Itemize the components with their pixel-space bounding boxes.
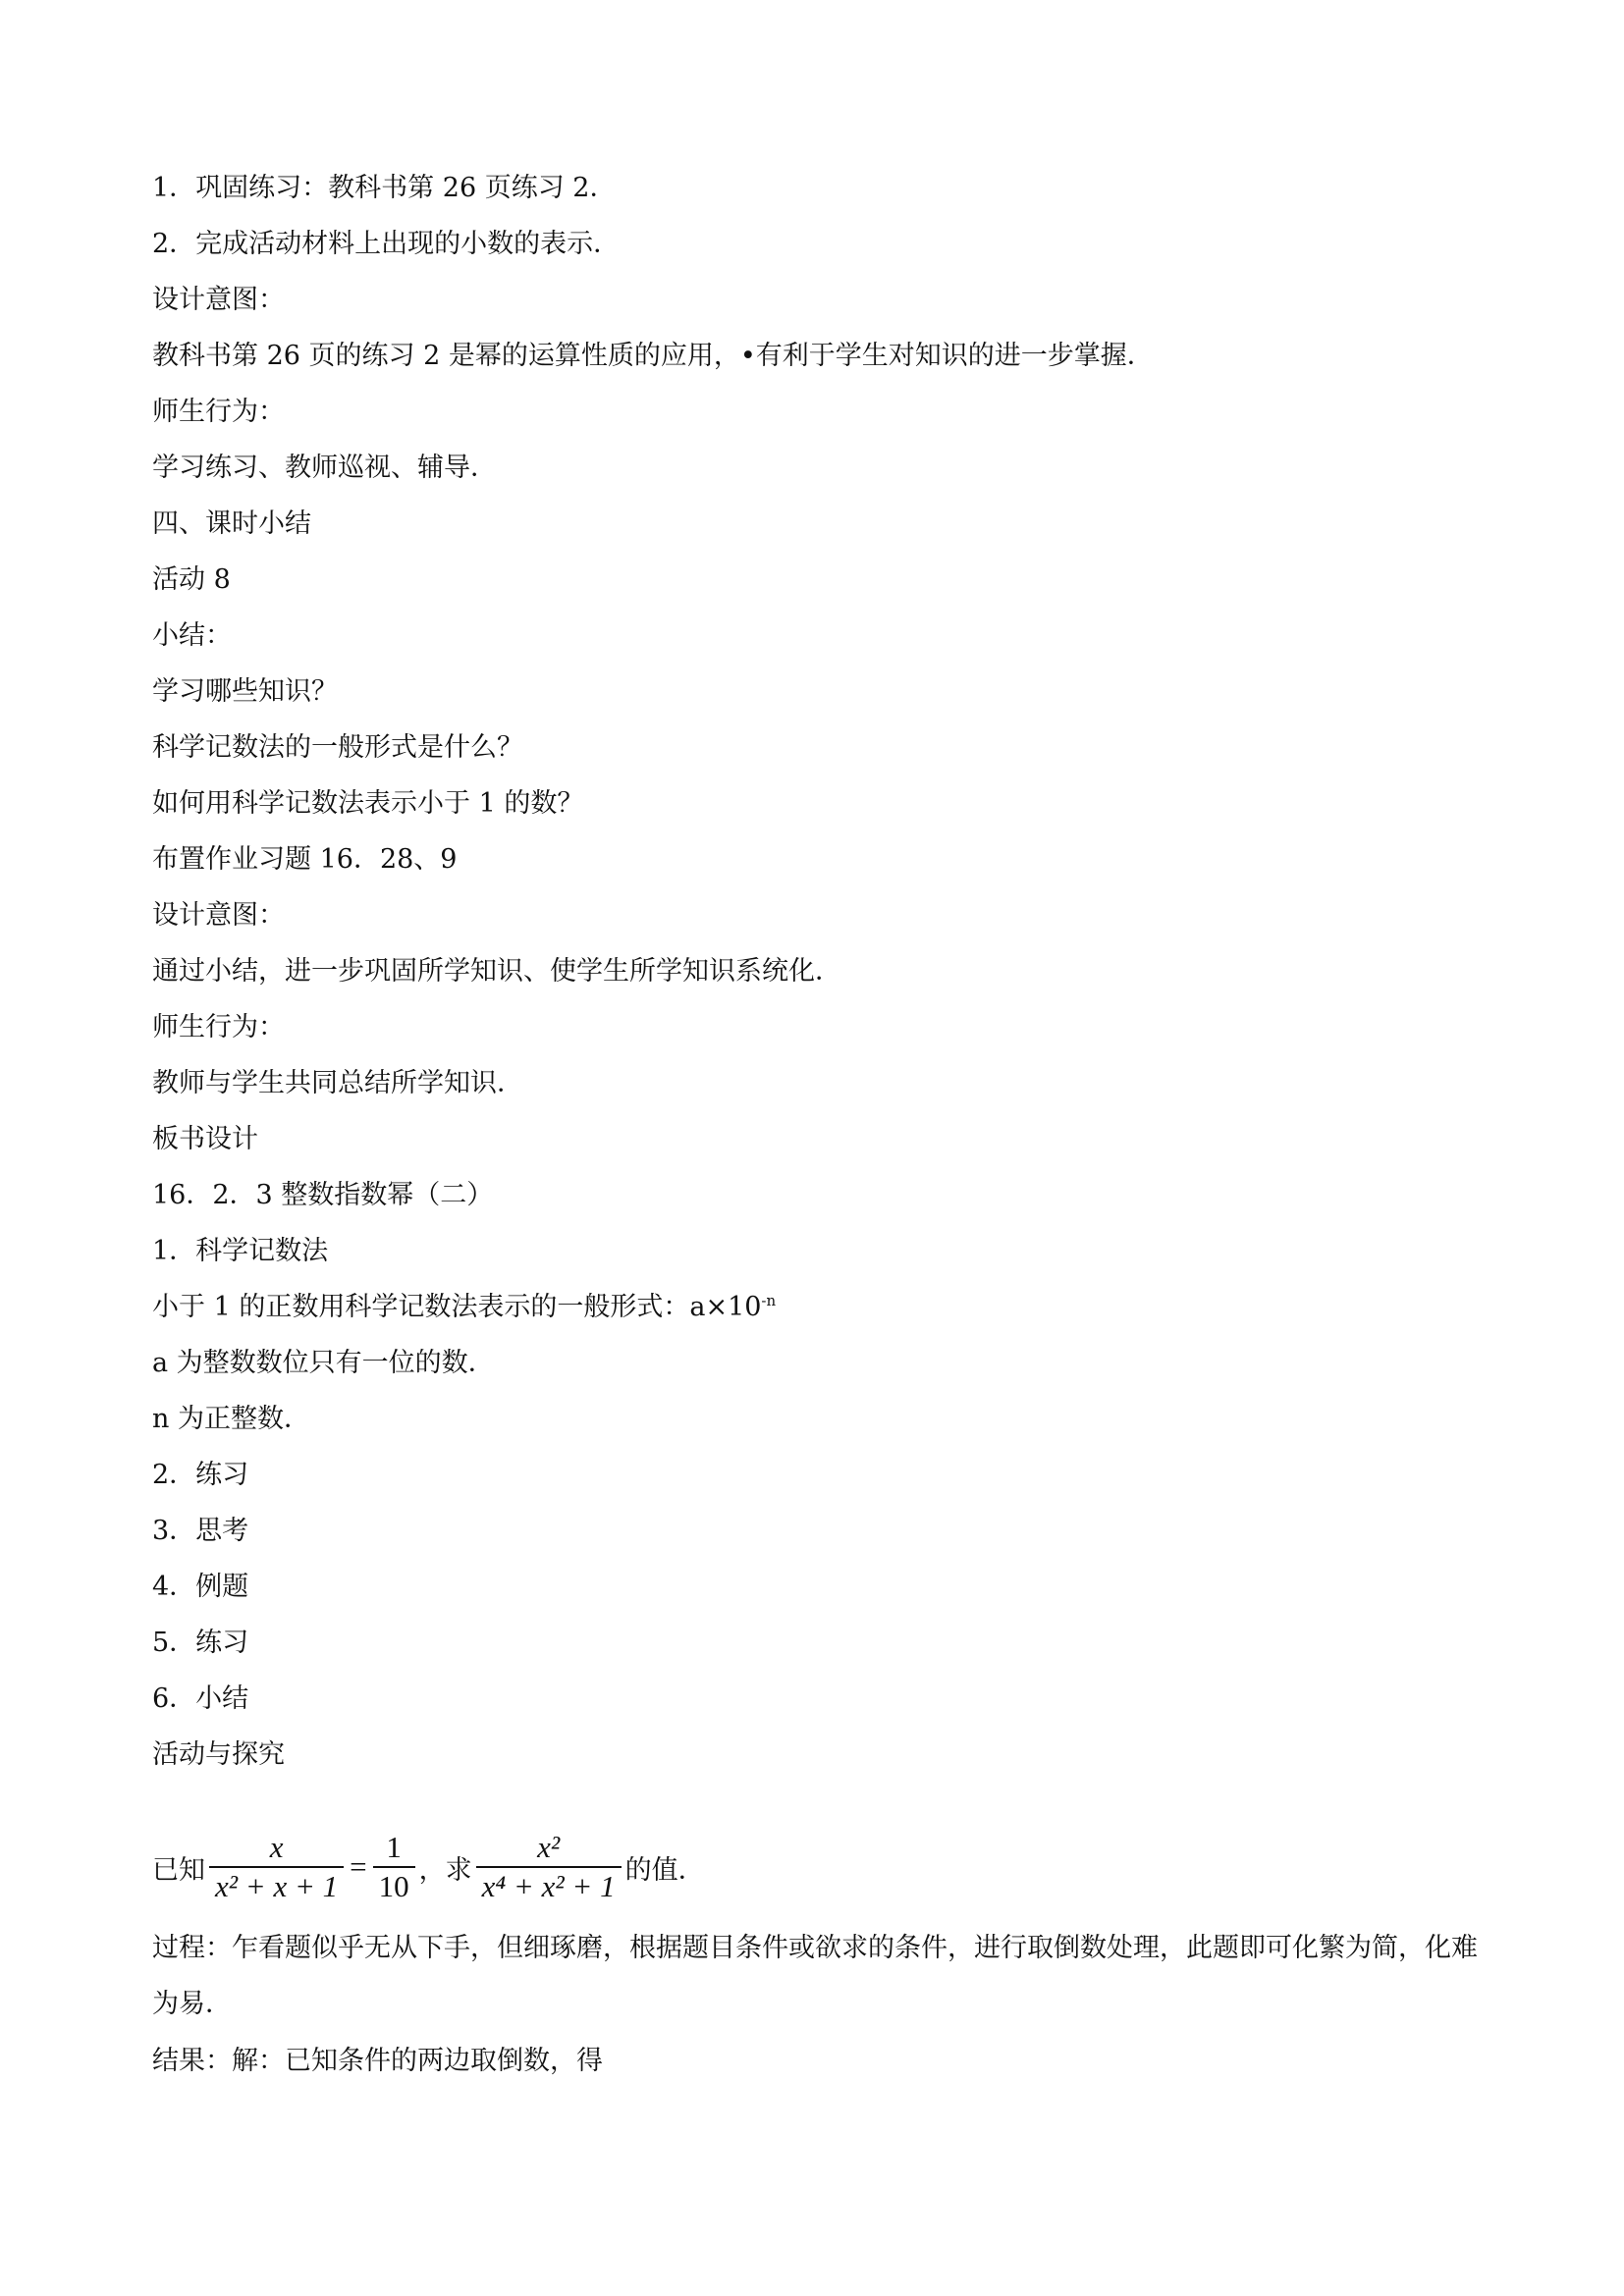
sci-notation-line: [152, 1291, 776, 1324]
text-line: 4．例题: [152, 1572, 249, 1602]
equals-sign: =: [350, 1849, 367, 1884]
process-paragraph: 过程：乍看题似乎无从下手，但细琢磨，根据题目条件或欲求的条件，进行取倒数处理，此题即可化繁为简，化难为易．: [152, 1933, 1478, 2019]
text-line: 通过小结，进一步巩固所学知识、使学生所学知识系统化．: [152, 956, 841, 987]
result-line: 结果：解：已知条件的两边取倒数，得: [152, 2046, 603, 2076]
text-line: 师生行为：: [152, 397, 285, 427]
fraction-value: [373, 1829, 415, 1905]
text-line: 科学记数法的一般形式是什么？: [152, 732, 523, 763]
fraction-numerator: 1: [386, 1830, 402, 1864]
text-line: 活动 8: [152, 564, 231, 595]
problem-tail: 的值．: [624, 1854, 705, 1886]
text-line: a 为整数数位只有一位的数．: [152, 1348, 495, 1378]
section-heading: 板书设计: [152, 1124, 258, 1154]
text-line: 小结：: [152, 620, 232, 651]
text-line: n 为正整数．: [152, 1404, 310, 1434]
text-line: 学习哪些知识？: [152, 676, 338, 707]
fraction-denominator: 10: [378, 1869, 409, 1903]
fraction-given: [209, 1829, 344, 1905]
text-line: 设计意图：: [152, 285, 285, 315]
text-line: 如何用科学记数法表示小于 1 的数？: [152, 788, 584, 819]
text-line: 6．小结: [152, 1683, 249, 1714]
fraction-numerator: x²: [537, 1830, 561, 1864]
text-line: 教科书第 26 页的练习 2 是幂的运算性质的应用，•有利于学生对知识的进一步掌握．: [152, 341, 1154, 371]
text-line: 布置作业习题 16．28、9: [152, 844, 458, 875]
text-line: 设计意图：: [152, 900, 285, 931]
fraction-denominator: x² + x + 1: [215, 1869, 339, 1903]
sci-notation-text: 小于 1 的正数用科学记数法表示的一般形式：a×10: [152, 1292, 762, 1322]
sci-notation-exponent: -n: [761, 1292, 777, 1309]
text-line: 1．巩固练习：教科书第 26 页练习 2．: [152, 173, 617, 203]
text-line: 3．思考: [152, 1516, 249, 1546]
fraction-numerator: x: [269, 1830, 284, 1864]
text-line: 5．练习: [152, 1628, 249, 1658]
text-line: 2．练习: [152, 1460, 249, 1490]
fraction-denominator: x⁴ + x² + 1: [481, 1869, 616, 1903]
text-line: 教师与学生共同总结所学知识．: [152, 1068, 523, 1098]
text-line: 活动与探究: [152, 1739, 285, 1770]
fraction-target: [476, 1829, 622, 1905]
text-line: 1．科学记数法: [152, 1236, 329, 1266]
section-heading: 四、课时小结: [152, 508, 311, 539]
text-line: 2．完成活动材料上出现的小数的表示．: [152, 229, 621, 259]
problem-lead: 已知: [152, 1854, 205, 1886]
problem-formula: [152, 1822, 705, 1912]
text-line: 学习练习、教师巡视、辅导．: [152, 453, 497, 483]
text-line: 16．2．3 整数指数幂（二）: [152, 1180, 494, 1210]
text-line: 师生行为：: [152, 1012, 285, 1042]
problem-mid: ，求: [418, 1854, 472, 1886]
